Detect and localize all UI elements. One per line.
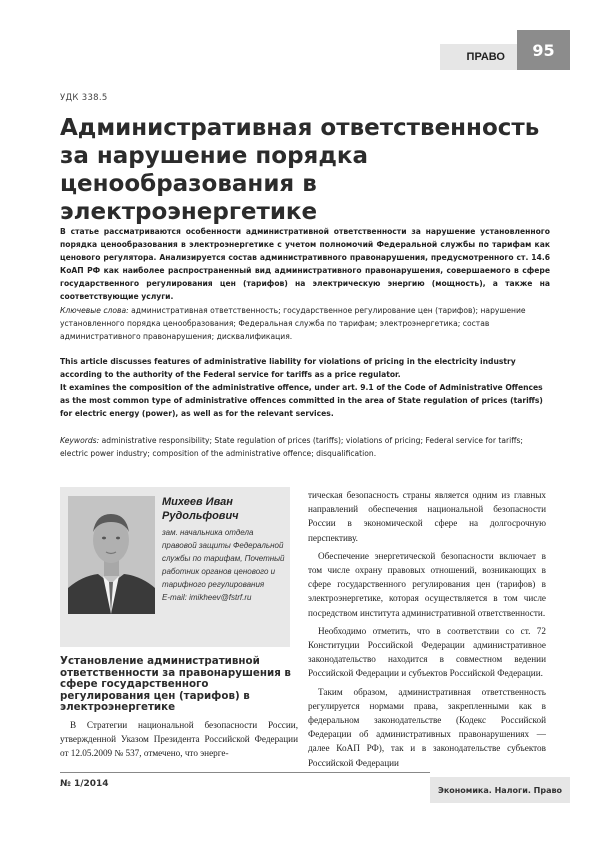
author-photo — [68, 496, 155, 614]
abstract-en — [60, 355, 550, 420]
keywords-ru-text: административная ответственность; государственное регулирование цен (тарифов); нарушение установленного порядка ценообразования; Федеральная служба по тарифам; электроэнергетика; состав административного правонарушения; дисквалификация. — [60, 306, 526, 341]
journal-name: Экономика. Налоги. Право — [430, 777, 570, 803]
author-portrait-icon — [68, 496, 155, 614]
keywords-en-label: Keywords: — [60, 436, 100, 445]
abstract-ru: В статье рассматриваются особенности административной ответственности за нарушение установленного порядка ценообразования в электроэнергетике с учетом полномочий Федеральной службы по тарифам как ценового регулятора. Анализируется состав административного правонарушения, предусмотренного ст. 14.6 КоАП РФ как наиболее распространенный вид административного правонарушения, совершаемого в сфере государственного регулирования цен (тарифов) на электрическую энергию (мощность), а также на соответствующие услуги. — [60, 227, 550, 301]
body-paragraph: Таким образом, административная ответственность регулируется нормами права, закрепленными как в федеральном законодательстве (Кодекс Российской Федерации об административных правонарушениях — далее КоАП РФ), так и в законодательстве субъектов Российской Федерации — [308, 686, 546, 768]
keywords-ru — [60, 304, 550, 343]
keywords-en — [60, 434, 550, 460]
body-paragraph: Необходимо отметить, что в соответствии со ст. 72 Конституции Российской Федерации административное законодательство находится в совместном ведении Российской Федерации и субъектов Российской Федерации. — [308, 625, 546, 679]
body-paragraph: тическая безопасность страны является одним из главных направлений обеспечения национальной безопасности России в экономической сфере на долгосрочную перспективу. — [308, 490, 546, 543]
keywords-ru-label: Ключевые слова: — [60, 306, 129, 315]
article-title: Административная ответственность за нарушение порядка ценообразования в электроэнергетике — [60, 115, 540, 225]
abstract-en-line: This article discusses features of administrative liability for violations of pricing in the electricity industry according to the authority of the Federal service for tariffs as a price regulator. — [60, 357, 516, 379]
author-position: зам. начальника отдела правовой защиты Федеральной службы по тарифам, Почетный работник органов ценового и тарифного регулирования — [162, 528, 285, 589]
section-heading: Установление административной ответственности за правонарушения в сфере государственного регулирования цен (тарифов) в электроэнергетике — [60, 655, 291, 713]
body-paragraph: В Стратегии национальной безопасности России, утвержденной Указом Президента Российской Федерации от 12.05.2009 № 537, отмечено, что энерге- — [60, 720, 298, 758]
author-box — [60, 487, 290, 647]
keywords-en-text: administrative responsibility; State regulation of prices (tariffs); violations of pricing; Federal service for tariffs; electric power industry; composition of the administrative offence; disqualification. — [60, 436, 523, 458]
body-paragraph: Обеспечение энергетической безопасности включает в том числе охрану правовых отношений, возникающих в сфере государственного регулирования цен (тарифов) в электроэнергетике, которая осуществляется в том числе посредством института административной ответственности. — [308, 550, 546, 618]
author-name: Михеев Иван Рудольфович — [162, 496, 239, 522]
page-number: 95 — [517, 30, 570, 70]
author-email: E-mail: imikheev@fstrf.ru — [162, 593, 252, 602]
author-info — [162, 526, 288, 604]
section-label: ПРАВО — [440, 44, 517, 70]
footer-divider — [60, 772, 430, 773]
udk-code: УДК 338.5 — [60, 93, 108, 103]
issue-number: № 1/2014 — [60, 779, 109, 789]
abstract-en-line: It examines the composition of the administrative offence, under art. 9.1 of the Code of Administrative Offences as the most common type of administrative offences committed in the area of State regulation of prices (tariffs) for electric energy (power), as well as for the relevant services. — [60, 383, 543, 418]
right-column — [308, 488, 546, 778]
